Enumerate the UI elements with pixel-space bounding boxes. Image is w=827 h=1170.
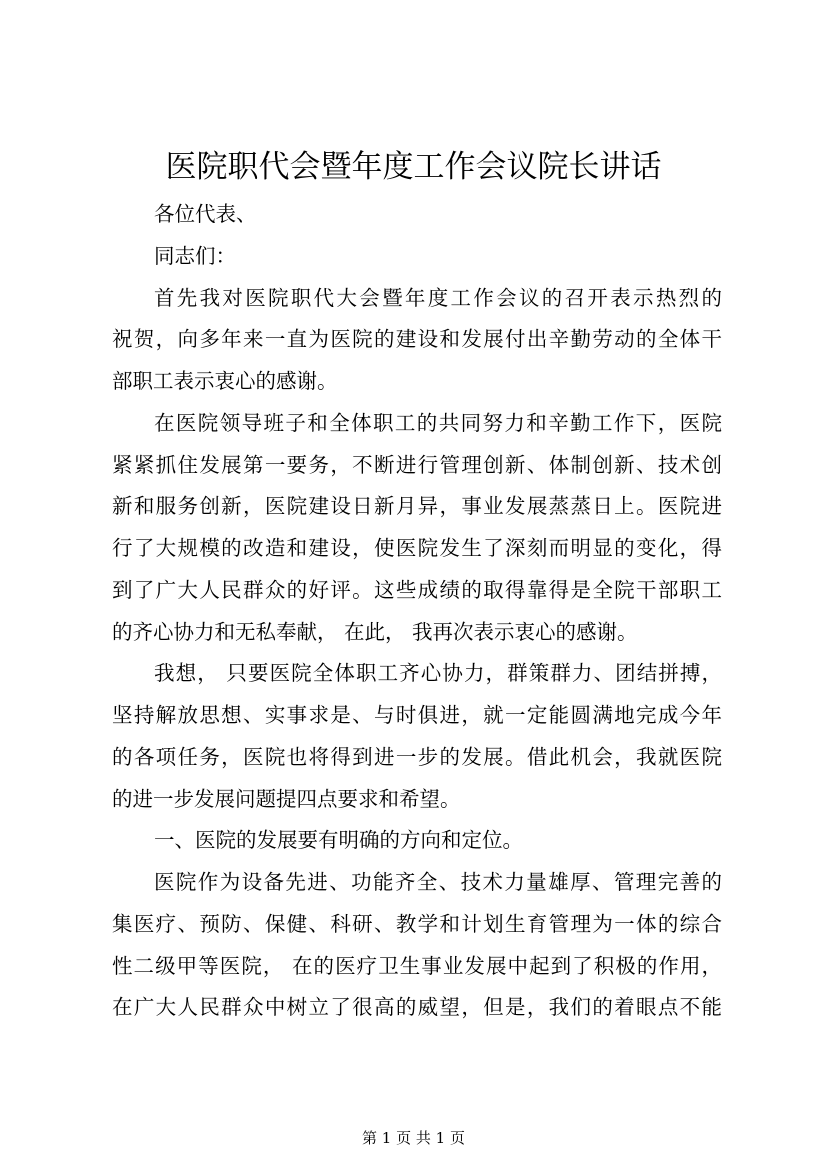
document-title: 医院职代会暨年度工作会议院长讲话	[165, 149, 662, 185]
paragraph-line: 祝贺，向多年来一直为医院的建设和发展付出辛勤劳动的全体干	[112, 327, 722, 351]
paragraph-line: 在医院领导班子和全体职工的共同努力和辛勤工作下，医院	[154, 411, 722, 435]
paragraph-line: 我想， 只要医院全体职工齐心协力，群策群力、团结拼搏，	[154, 661, 722, 685]
paragraph-line: 医院作为设备先进、功能齐全、技术力量雄厚、管理完善的	[154, 870, 722, 894]
salutation-line: 同志们：	[154, 244, 236, 268]
paragraph-line: 的各项任务，医院也将得到进一步的发展。借此机会，我就医院	[112, 745, 722, 769]
paragraph-line: 在广大人民群众中树立了很高的威望，但是，我们的着眼点不能	[112, 995, 722, 1019]
paragraph-line: 首先我对医院职代大会暨年度工作会议的召开表示热烈的	[154, 286, 722, 310]
paragraph-line: 部职工表示衷心的感谢。	[112, 369, 338, 393]
paragraph-line: 性二级甲等医院， 在的医疗卫生事业发展中起到了积极的作用，	[112, 954, 722, 978]
paragraph-line: 行了大规模的改造和建设，使医院发生了深刻而明显的变化，得	[112, 536, 722, 560]
page-number-footer: 第 1 页 共 1 页	[362, 1129, 465, 1147]
paragraph-line: 坚持解放思想、实事求是、与时俱进，就一定能圆满地完成今年	[112, 703, 722, 727]
paragraph-line: 的进一步发展问题提四点要求和希望。	[112, 787, 461, 811]
paragraph-line: 的齐心协力和无私奉献， 在此， 我再次表示衷心的感谢。	[112, 620, 638, 644]
paragraph-line: 到了广大人民群众的好评。这些成绩的取得靠得是全院干部职工	[112, 578, 722, 602]
salutation-line: 各位代表、	[154, 202, 257, 226]
section-heading: 一、医院的发展要有明确的方向和定位。	[154, 828, 523, 852]
paragraph-line: 新和服务创新，医院建设日新月异，事业发展蒸蒸日上。医院进	[112, 494, 722, 518]
paragraph-line: 紧紧抓住发展第一要务，不断进行管理创新、体制创新、技术创	[112, 453, 722, 477]
paragraph-line: 集医疗、预防、保健、科研、教学和计划生育管理为一体的综合	[112, 912, 722, 936]
